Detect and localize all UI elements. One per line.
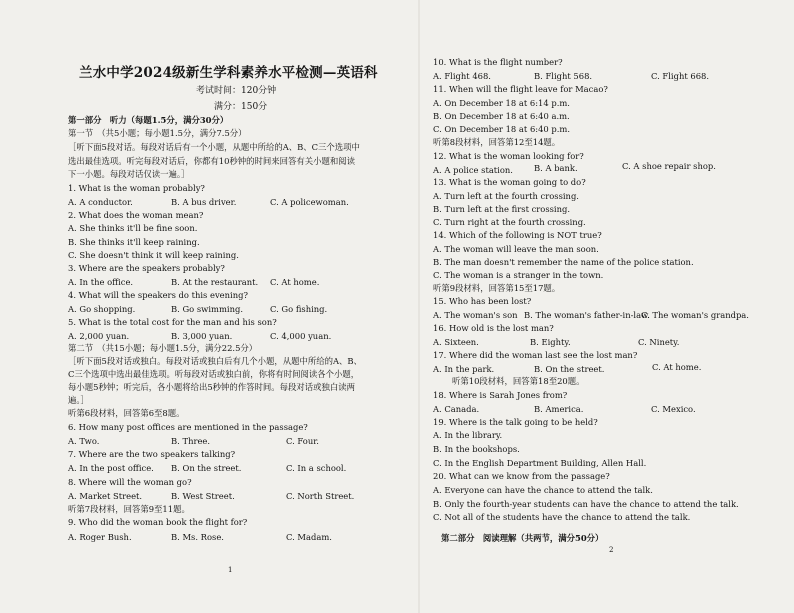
section1-instruction-2: 选出最佳选项。听完每段对话后，你都有10秒钟的时间来回答有关小题和阅读 (68, 156, 356, 166)
question-14: 14. Which of the following is NOT true? (433, 230, 602, 240)
section2-instruction-1: ［听下面5段对话或独白。每段对话或独白后有几个小题，从题中所给的A、B、 (68, 356, 362, 366)
q9-option-a: A. Roger Bush. (68, 532, 132, 542)
question-18: 18. Where is Sarah Jones from? (433, 390, 568, 400)
question-6: 6. How many post offices are mentioned in the passage? (68, 422, 308, 432)
section1-instruction-3: 下一小题。每段对话仅读一遍。］ (68, 169, 190, 179)
q6-option-b: B. Three. (171, 436, 211, 446)
listen-9: 听第9段材料，回答第15至17题。 (433, 283, 561, 293)
question-11: 11. When will the flight leave for Macao? (433, 84, 608, 94)
section2-heading: 第二节 （共15小题；每小题1.5分，满分22.5分） (68, 343, 258, 353)
q4-option-b: B. Go swimming. (171, 304, 243, 314)
page-number-left: 1 (228, 566, 233, 574)
q17-option-a: A. In the park. (433, 364, 495, 374)
listen-8: 听第8段材料，回答第12至14题。 (433, 137, 561, 147)
question-15: 15. Who has been lost? (433, 296, 532, 306)
q11-option-a: A. On December 18 at 6:14 p.m. (433, 98, 570, 108)
question-16: 16. How old is the lost man? (433, 323, 554, 333)
question-8: 8. Where will the woman go? (68, 477, 192, 487)
listen-10: 听第10段材料，回答第18至20题。 (452, 376, 585, 386)
q6-option-c: C. Four. (286, 436, 319, 446)
listen-7: 听第7段材料，回答第9至11题。 (68, 504, 190, 514)
q3-option-b: B. At the restaurant. (171, 277, 259, 287)
q7-option-c: C. In a school. (286, 463, 347, 473)
question-12: 12. What is the woman looking for? (433, 151, 584, 161)
q11-option-b: B. On December 18 at 6:40 a.m. (433, 111, 570, 121)
q20-option-b: B. Only the fourth-year students can have the chance to attend the talk. (433, 499, 739, 509)
section2-instruction-4: 遍。］ (68, 395, 89, 405)
q17-option-b: B. On the street. (534, 364, 605, 374)
q10-option-a: A. Flight 468. (433, 71, 491, 81)
section1-heading: 第一节 （共5小题；每小题1.5分，满分7.5分） (68, 128, 247, 138)
question-4: 4. What will the speakers do this evening? (68, 290, 248, 300)
q7-option-a: A. In the post office. (68, 463, 154, 473)
listen-6: 听第6段材料，回答第6至8题。 (68, 408, 185, 418)
q14-option-c: C. The woman is a stranger in the town. (433, 270, 604, 280)
q10-option-b: B. Flight 568. (534, 71, 593, 81)
q5-option-b: B. 3,000 yuan. (171, 331, 233, 341)
q18-option-a: A. Canada. (433, 404, 480, 414)
q13-option-b: B. Turn left at the first crossing. (433, 204, 571, 214)
question-3: 3. Where are the speakers probably? (68, 263, 225, 273)
q3-option-c: C. At home. (270, 277, 320, 287)
q12-option-b: B. A bank. (534, 163, 578, 173)
q8-option-a: A. Market Street. (68, 491, 143, 501)
section2-instruction-3: 每小题5秒钟；听完后，各小题将给出5秒钟的作答时间。每段对话或独白读两 (68, 382, 356, 392)
q15-option-b: B. The woman's father-in-law. (524, 310, 650, 320)
page-gutter (418, 0, 420, 613)
q18-option-b: B. America. (534, 404, 584, 414)
q2-option-b: B. She thinks it'll keep raining. (68, 237, 200, 247)
q9-option-c: C. Madam. (286, 532, 332, 542)
q2-option-a: A. She thinks it'll be fine soon. (68, 223, 198, 233)
q10-option-c: C. Flight 668. (651, 71, 710, 81)
question-13: 13. What is the woman going to do? (433, 177, 586, 187)
q3-option-a: A. In the office. (68, 277, 134, 287)
section2-instruction-2: C三个选项中选出最佳选项。听每段对话或独白前，你将有时间阅读各个小题， (68, 369, 360, 379)
q5-option-c: C. 4,000 yuan. (270, 331, 332, 341)
q6-option-a: A. Two. (68, 436, 100, 446)
q17-option-c: C. At home. (652, 362, 702, 372)
q19-option-c: C. In the English Department Building, Allen Hall. (433, 458, 647, 468)
q20-option-a: A. Everyone can have the chance to attend the talk. (433, 485, 653, 495)
question-19: 19. Where is the talk going to be held? (433, 417, 598, 427)
q15-option-c: C. The woman's grandpa. (641, 310, 749, 320)
exam-title: 兰水中学2024级新生学科素养水平检测—英语科 (79, 65, 378, 81)
question-5: 5. What is the total cost for the man and his son? (68, 317, 277, 327)
q19-option-b: B. In the bookshops. (433, 444, 520, 454)
q14-option-b: B. The man doesn't remember the name of the police station. (433, 257, 694, 267)
exam-time: 考试时间：120分钟 (196, 86, 277, 96)
q16-option-b: B. Eighty. (530, 337, 571, 347)
question-1: 1. What is the woman probably? (68, 183, 205, 193)
q19-option-a: A. In the library. (433, 430, 503, 440)
question-17: 17. Where did the woman last see the lost man? (433, 350, 638, 360)
q2-option-c: C. She doesn't think it will keep raining. (68, 250, 239, 260)
q4-option-a: A. Go shopping. (68, 304, 136, 314)
q15-option-a: A. The woman's son (433, 310, 518, 320)
q1-option-c: C. A policewoman. (270, 197, 349, 207)
q20-option-c: C. Not all of the students have the chance to attend the talk. (433, 512, 691, 522)
part1-heading: 第一部分 听力（每题1.5分，满分30分） (68, 115, 229, 125)
full-score: 满分：150分 (214, 102, 268, 112)
page-number-right: 2 (609, 546, 614, 554)
q13-option-a: A. Turn left at the fourth crossing. (433, 191, 579, 201)
q8-option-c: C. North Street. (286, 491, 355, 501)
q7-option-b: B. On the street. (171, 463, 242, 473)
q18-option-c: C. Mexico. (651, 404, 696, 414)
q1-option-b: B. A bus driver. (171, 197, 237, 207)
q16-option-a: A. Sixteen. (433, 337, 479, 347)
question-7: 7. Where are the two speakers talking? (68, 449, 236, 459)
q5-option-a: A. 2,000 yuan. (68, 331, 130, 341)
question-2: 2. What does the woman mean? (68, 210, 204, 220)
q1-option-a: A. A conductor. (68, 197, 133, 207)
question-20: 20. What can we know from the passage? (433, 471, 610, 481)
part2-heading: 第二部分 阅读理解（共两节，满分50分） (441, 533, 604, 543)
q11-option-c: C. On December 18 at 6:40 p.m. (433, 124, 571, 134)
section1-instruction-1: ［听下面5段对话。每段对话后有一个小题，从题中所给的A、B、C三个选项中 (68, 142, 360, 152)
q16-option-c: C. Ninety. (638, 337, 680, 347)
q12-option-a: A. A police station. (433, 165, 513, 175)
q4-option-c: C. Go fishing. (270, 304, 328, 314)
q8-option-b: B. West Street. (171, 491, 235, 501)
q12-option-c: C. A shoe repair shop. (622, 161, 716, 171)
q14-option-a: A. The woman will leave the man soon. (433, 244, 599, 254)
q13-option-c: C. Turn right at the fourth crossing. (433, 217, 586, 227)
question-10: 10. What is the flight number? (433, 57, 563, 67)
question-9: 9. Who did the woman book the flight for? (68, 517, 248, 527)
q9-option-b: B. Ms. Rose. (171, 532, 224, 542)
